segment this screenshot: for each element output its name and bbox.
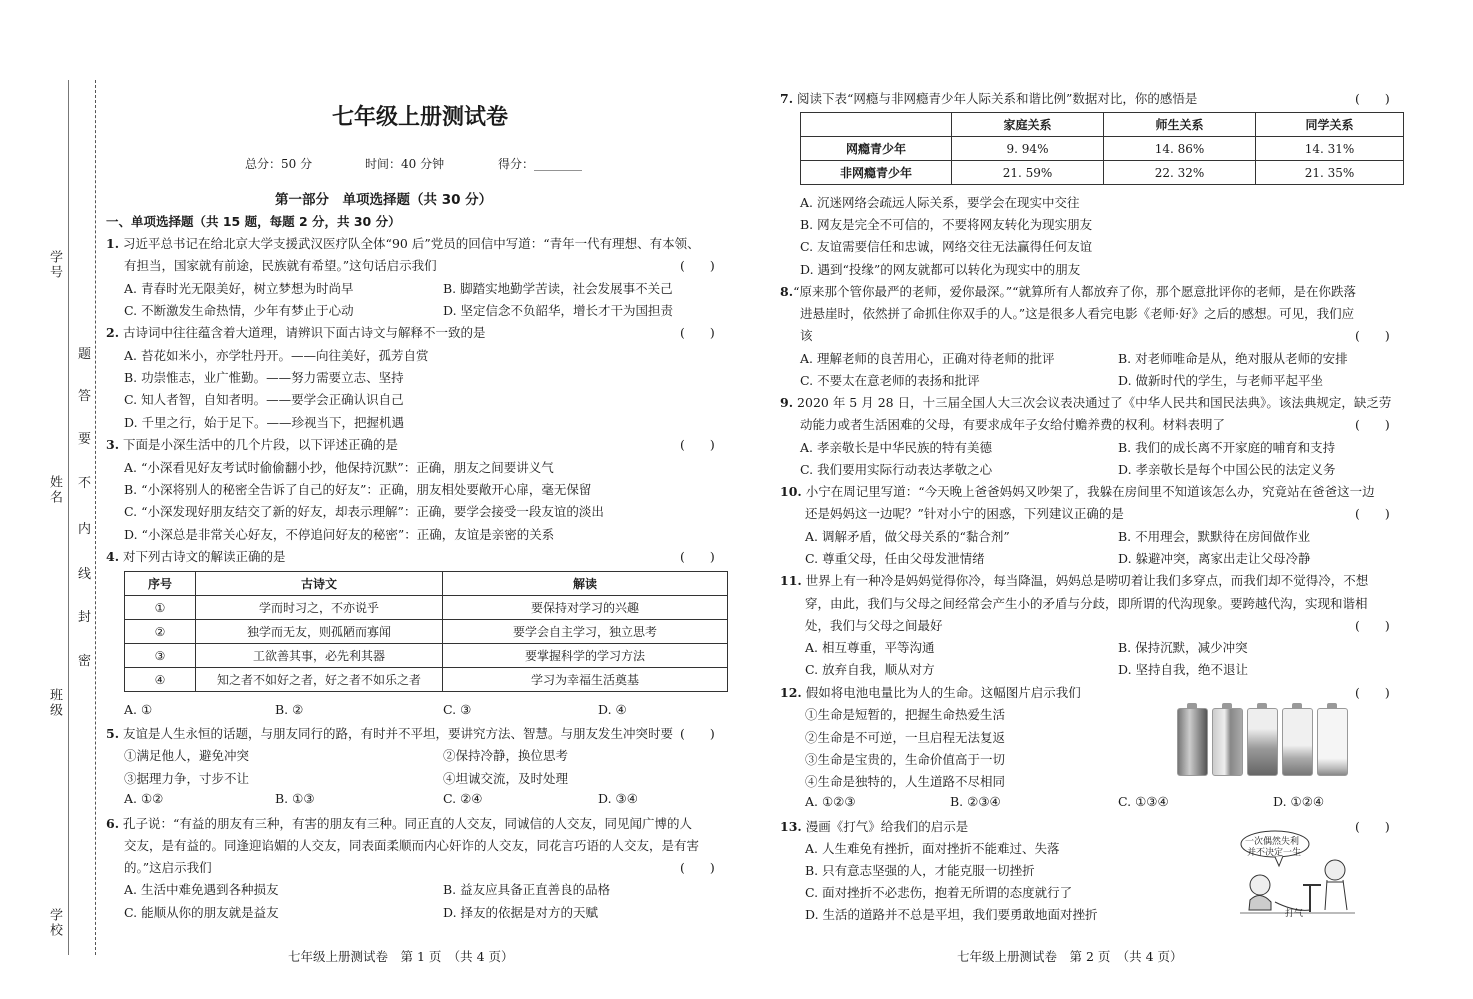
seal-char: 线: [78, 567, 92, 582]
seal-char: 密: [78, 654, 92, 669]
table-header: 师生关系: [1104, 113, 1256, 137]
seal-char: 题: [78, 347, 92, 362]
statement-4: ④生命是独特的，人生道路不尽相同: [805, 774, 1006, 789]
question-12: 12. 假如将电池电量比为人的生命。这幅图片启示我们: [780, 685, 1081, 700]
option-c: C. ①③④: [1118, 794, 1169, 809]
statement-3: ③据理力争，寸步不让: [124, 771, 250, 786]
speech-bubble-line2: 并不决定一生: [1247, 848, 1302, 858]
table-row: [801, 161, 1404, 185]
question-3: 3. 下面是小深生活中的几个片段，以下评述正确的是: [106, 437, 399, 452]
battery-icon: [1247, 708, 1278, 776]
answer-bracket: ( ): [1355, 417, 1390, 432]
table-cell: 要保持对学习的兴趣: [443, 596, 728, 620]
table-cell: ③: [125, 644, 196, 668]
name-label: 姓名: [47, 475, 62, 505]
battery-icon: [1317, 708, 1348, 776]
battery-icon: [1212, 708, 1243, 776]
table-cell: ①: [125, 596, 196, 620]
question-6: 6. 孔子说：“有益的朋友有三种，有害的朋友有三种。同正直的人交友，同诚信的人交友，同见闻广博的人: [106, 816, 692, 831]
table-cell: 要掌握科学的学习方法: [443, 644, 728, 668]
answer-bracket: ( ): [1355, 819, 1390, 834]
question-8: 8.“原来那个管你最严的老师，爱你最深。”“就算所有人都放弃了你，那个愿意批评你的老师，是在你跌落: [780, 284, 1356, 299]
answer-bracket: ( ): [680, 258, 715, 273]
table-cell: ④: [125, 668, 196, 692]
battery-icon: [1282, 708, 1313, 776]
question-11-line2: 穿，由此，我们与父母之间经常会产生小的矛盾与分歧，即所谓的代沟现象。要跨越代沟，实现和谐相: [805, 596, 1368, 611]
class-label: 班级: [47, 688, 62, 718]
answer-bracket: ( ): [1355, 618, 1390, 633]
statement-2: ②生命是不可逆，一旦启程无法复返: [805, 730, 1006, 745]
table-cell: 工欲善其事，必先利其器: [196, 644, 443, 668]
option-a: A. 相互尊重，平等沟通: [805, 640, 935, 655]
option-c: C. 知人者智，自知者明。——要学会正确认识自己: [124, 392, 404, 407]
question-7: 7. 阅读下表“网瘾与非网瘾青少年人际关系和谐比例”数据对比，你的感悟是: [780, 91, 1198, 106]
answer-bracket: ( ): [680, 726, 715, 741]
option-c: C. 面对挫折不必悲伤，抱着无所谓的态度就行了: [805, 885, 1073, 900]
option-c: C. ③: [443, 702, 472, 717]
answer-bracket: ( ): [680, 860, 715, 875]
subsection-heading: 一、单项选择题（共 15 题，每题 2 分，共 30 分）: [106, 214, 401, 229]
binding-line-dashed: [95, 80, 97, 955]
cartoon-caption: 打气: [1285, 909, 1304, 919]
question-4: 4. 对下列古诗文的解读正确的是: [106, 549, 286, 564]
option-c: C. ②④: [443, 791, 483, 806]
option-b: B. 脚踏实地勤学苦读，社会发展事不关己: [443, 281, 673, 296]
statement-3: ③生命是宝贵的，生命价值高于一切: [805, 752, 1006, 767]
question-10-line2: 还是妈妈这一边呢？”针对小宁的困惑，下列建议正确的是: [805, 506, 1124, 521]
option-c: C. 尊重父母，任由父母发泄情绪: [805, 551, 985, 566]
seal-char: 不: [78, 476, 92, 491]
seal-char: 要: [78, 432, 92, 447]
option-d: D. 遇到“投缘”的网友就都可以转化为现实中的朋友: [800, 262, 1081, 277]
option-d: D. 坚持自我，绝不退让: [1118, 662, 1249, 677]
option-d: D. 孝亲敬长是每个中国公民的法定义务: [1118, 462, 1336, 477]
option-c: C. 能顺从你的朋友就是益友: [124, 905, 279, 920]
option-a: A. ①②③: [805, 794, 856, 809]
page-footer-1: 七年级上册测试卷 第 1 页 （共 4 页）: [288, 949, 514, 964]
option-b: B. “小深将别人的秘密全告诉了自己的好友”：正确，朋友相处要敞开心扉，毫无保留: [124, 482, 592, 497]
table-cell: 独学而无友，则孤陋而寡闻: [196, 620, 443, 644]
answer-bracket: ( ): [680, 325, 715, 340]
table-cell: 9. 94%: [952, 137, 1104, 161]
option-b: B. 不用理会，默默待在房间做作业: [1118, 529, 1311, 544]
table-row: [125, 620, 728, 644]
table-cell: 网瘾青少年: [801, 137, 952, 161]
option-d: D. ①②④: [1273, 794, 1325, 809]
answer-bracket: ( ): [680, 437, 715, 452]
option-d: D. 生活的道路并不总是平坦，我们要勇敢地面对挫折: [805, 907, 1098, 922]
option-b: B. 保持沉默，减少冲突: [1118, 640, 1248, 655]
table-cell: 非网瘾青少年: [801, 161, 952, 185]
table-cell: 21. 35%: [1256, 161, 1404, 185]
section-heading: 第一部分 单项选择题（共 30 分）: [275, 192, 493, 208]
option-a: A. 人生难免有挫折，面对挫折不能难过、失落: [805, 841, 1060, 856]
option-d: D. 躲避冲突，离家出走让父母冷静: [1118, 551, 1311, 566]
option-b: B. 益友应具备正直善良的品格: [443, 882, 611, 897]
option-c: C. 放弃自我，顺从对方: [805, 662, 935, 677]
score-field: 得分：________: [498, 157, 583, 171]
question-11-line3: 处，我们与父母之间最好: [805, 618, 943, 633]
option-d: D. “小深总是非常关心好友，不停追问好友的秘密”：正确，友谊是亲密的关系: [124, 527, 555, 542]
option-d: D. 坚定信念不负韶华，增长才干为国担责: [443, 303, 674, 318]
table-cell: 14. 31%: [1256, 137, 1404, 161]
option-a: A. 苔花如米小，亦学牡丹开。——向往美好，孤芳自赏: [124, 348, 429, 363]
question-5: 5. 友谊是人生永恒的话题，与朋友同行的路，有时并不平坦，要讲究方法、智慧。与朋友发生冲突时要: [106, 726, 674, 741]
table-header: 家庭关系: [952, 113, 1104, 137]
table-cell: 学而时习之，不亦说乎: [196, 596, 443, 620]
table-header: 解读: [443, 572, 728, 596]
option-a: A. 生活中难免遇到各种损友: [124, 882, 279, 897]
question-8-line2: 进悬崖时，依然拼了命抓住你双手的人。”这是很多人看完电影《老师·好》之后的感想。可见，我们应: [800, 306, 1355, 321]
school-label: 学校: [47, 908, 62, 938]
answer-bracket: ( ): [680, 549, 715, 564]
option-c: C. “小深发现好朋友结交了新的好友，却表示理解”：正确，要学会接受一段友谊的淡出: [124, 504, 604, 519]
binding-line-outer: [68, 80, 69, 955]
table-cell: 22. 32%: [1104, 161, 1256, 185]
option-b: B. ②: [275, 702, 304, 717]
total-score: 总分：50 分: [245, 157, 313, 171]
table-cell: 要学会自主学习，独立思考: [443, 620, 728, 644]
question-8-line3: 该: [800, 328, 813, 343]
statement-1: ①满足他人，避免冲突: [124, 748, 250, 763]
option-c: C. 不断激发生命热情，少年有梦止于心动: [124, 303, 354, 318]
option-b: B. 功崇惟志，业广惟勤。——努力需要立志、坚持: [124, 370, 404, 385]
battery-icon: [1177, 708, 1208, 776]
option-c: C. 我们要用实际行动表达孝敬之心: [800, 462, 993, 477]
table-header: [801, 113, 952, 137]
statement-4: ④坦诚交流，及时处理: [443, 771, 569, 786]
table-cell: 14. 86%: [1104, 137, 1256, 161]
page-footer-2: 七年级上册测试卷 第 2 页 （共 4 页）: [957, 949, 1183, 964]
option-b: B. 只有意志坚强的人，才能克服一切挫折: [805, 863, 1035, 878]
table-row: [125, 668, 728, 692]
option-d: D. 千里之行，始于足下。——珍视当下，把握机遇: [124, 415, 405, 430]
table-cell: 21. 59%: [952, 161, 1104, 185]
option-b: B. 对老师唯命是从，绝对服从老师的安排: [1118, 351, 1348, 366]
table-header: 同学关系: [1256, 113, 1404, 137]
table-cell: 知之者不如好之者，好之者不如乐之者: [196, 668, 443, 692]
option-a: A. 青春时光无限美好，树立梦想为时尚早: [124, 281, 354, 296]
table-row: [125, 596, 728, 620]
table-header: 古诗文: [196, 572, 443, 596]
seal-char: 内: [78, 522, 92, 537]
option-b: B. 我们的成长离不开家庭的哺育和支持: [1118, 440, 1336, 455]
option-a: A. ①②: [124, 791, 164, 806]
answer-bracket: ( ): [1355, 506, 1390, 521]
option-a: A. 孝亲敬长是中华民族的特有美德: [800, 440, 992, 455]
table-header: 序号: [125, 572, 196, 596]
answer-bracket: ( ): [1355, 328, 1390, 343]
time-limit: 时间：40 分钟: [365, 157, 445, 171]
option-a: A. 调解矛盾，做父母关系的“黏合剂”: [805, 529, 1010, 544]
internet-table: [800, 112, 1404, 185]
option-d: D. 做新时代的学生，与老师平起平坐: [1118, 373, 1324, 388]
table-cell: ②: [125, 620, 196, 644]
question-11: 11. 世界上有一种冷是妈妈觉得你冷，每当降温，妈妈总是唠叨着让我们多穿点，而我们却不觉得冷，不想: [780, 573, 1369, 588]
table-row: [125, 644, 728, 668]
question-1-line2: 有担当，国家就有前途，民族就有希望。”这句话启示我们: [124, 258, 437, 273]
cartoon-illustration: [1235, 830, 1360, 918]
option-d: D. 择友的依据是对方的天赋: [443, 905, 599, 920]
seal-char: 封: [78, 610, 92, 625]
question-9-line2: 动能力或者生活困难的父母，有要求成年子女给付赡养费的权利。材料表明了: [800, 417, 1226, 432]
question-13: 13. 漫画《打气》给我们的启示是: [780, 819, 969, 834]
question-6-line2: 交友，是有益的。同逢迎谄媚的人交友，同表面柔顺而内心奸诈的人交友，同花言巧语的人交友，是有害: [124, 838, 700, 853]
statement-1: ①生命是短暂的，把握生命热爱生活: [805, 707, 1006, 722]
option-a: A. 沉迷网络会疏远人际关系，要学会在现实中交往: [800, 195, 1080, 210]
option-a: A. ①: [124, 702, 153, 717]
option-d: D. ③④: [598, 791, 638, 806]
answer-bracket: ( ): [1355, 91, 1390, 106]
option-b: B. 网友是完全不可信的，不要将网友转化为现实朋友: [800, 217, 1093, 232]
option-c: C. 不要太在意老师的表扬和批评: [800, 373, 980, 388]
page-title: 七年级上册测试卷: [331, 105, 508, 130]
student-no-label: 学号: [47, 250, 62, 280]
question-6-line3: 的。”这启示我们: [124, 860, 212, 875]
statement-2: ②保持冷静，换位思考: [443, 748, 569, 763]
option-b: B. ①③: [275, 791, 315, 806]
answer-bracket: ( ): [1355, 685, 1390, 700]
question-2: 2. 古诗词中往往蕴含着大道理，请辨识下面古诗文与解释不一致的是: [106, 325, 486, 340]
option-d: D. ④: [598, 702, 627, 717]
poem-table: [124, 571, 728, 692]
question-1: 1. 习近平总书记在给北京大学支援武汉医疗队全体“90 后”党员的回信中写道：“青年一代有理想、有本领、: [106, 236, 700, 251]
option-a: A. “小深看见好友考试时偷偷翻小抄，他保持沉默”：正确，朋友之间要讲义气: [124, 460, 554, 475]
question-9: 9. 2020 年 5 月 28 日，十三届全国人大三次会议表决通过了《中华人民共和国民法典》。该法典规定，缺乏劳: [780, 395, 1392, 410]
option-c: C. 友谊需要信任和忠诚，网络交往无法赢得任何友谊: [800, 239, 1093, 254]
table-row: [801, 137, 1404, 161]
option-b: B. ②③④: [950, 794, 1001, 809]
seal-char: 答: [78, 389, 92, 404]
speech-bubble-line1: 一次偶然失利: [1245, 837, 1300, 847]
option-a: A. 理解老师的良苦用心，正确对待老师的批评: [800, 351, 1055, 366]
table-cell: 学习为幸福生活奠基: [443, 668, 728, 692]
question-10: 10. 小宁在周记里写道：“今天晚上爸爸妈妈又吵架了，我躲在房间里不知道该怎么办，究竟站在爸爸这一边: [780, 484, 1375, 499]
